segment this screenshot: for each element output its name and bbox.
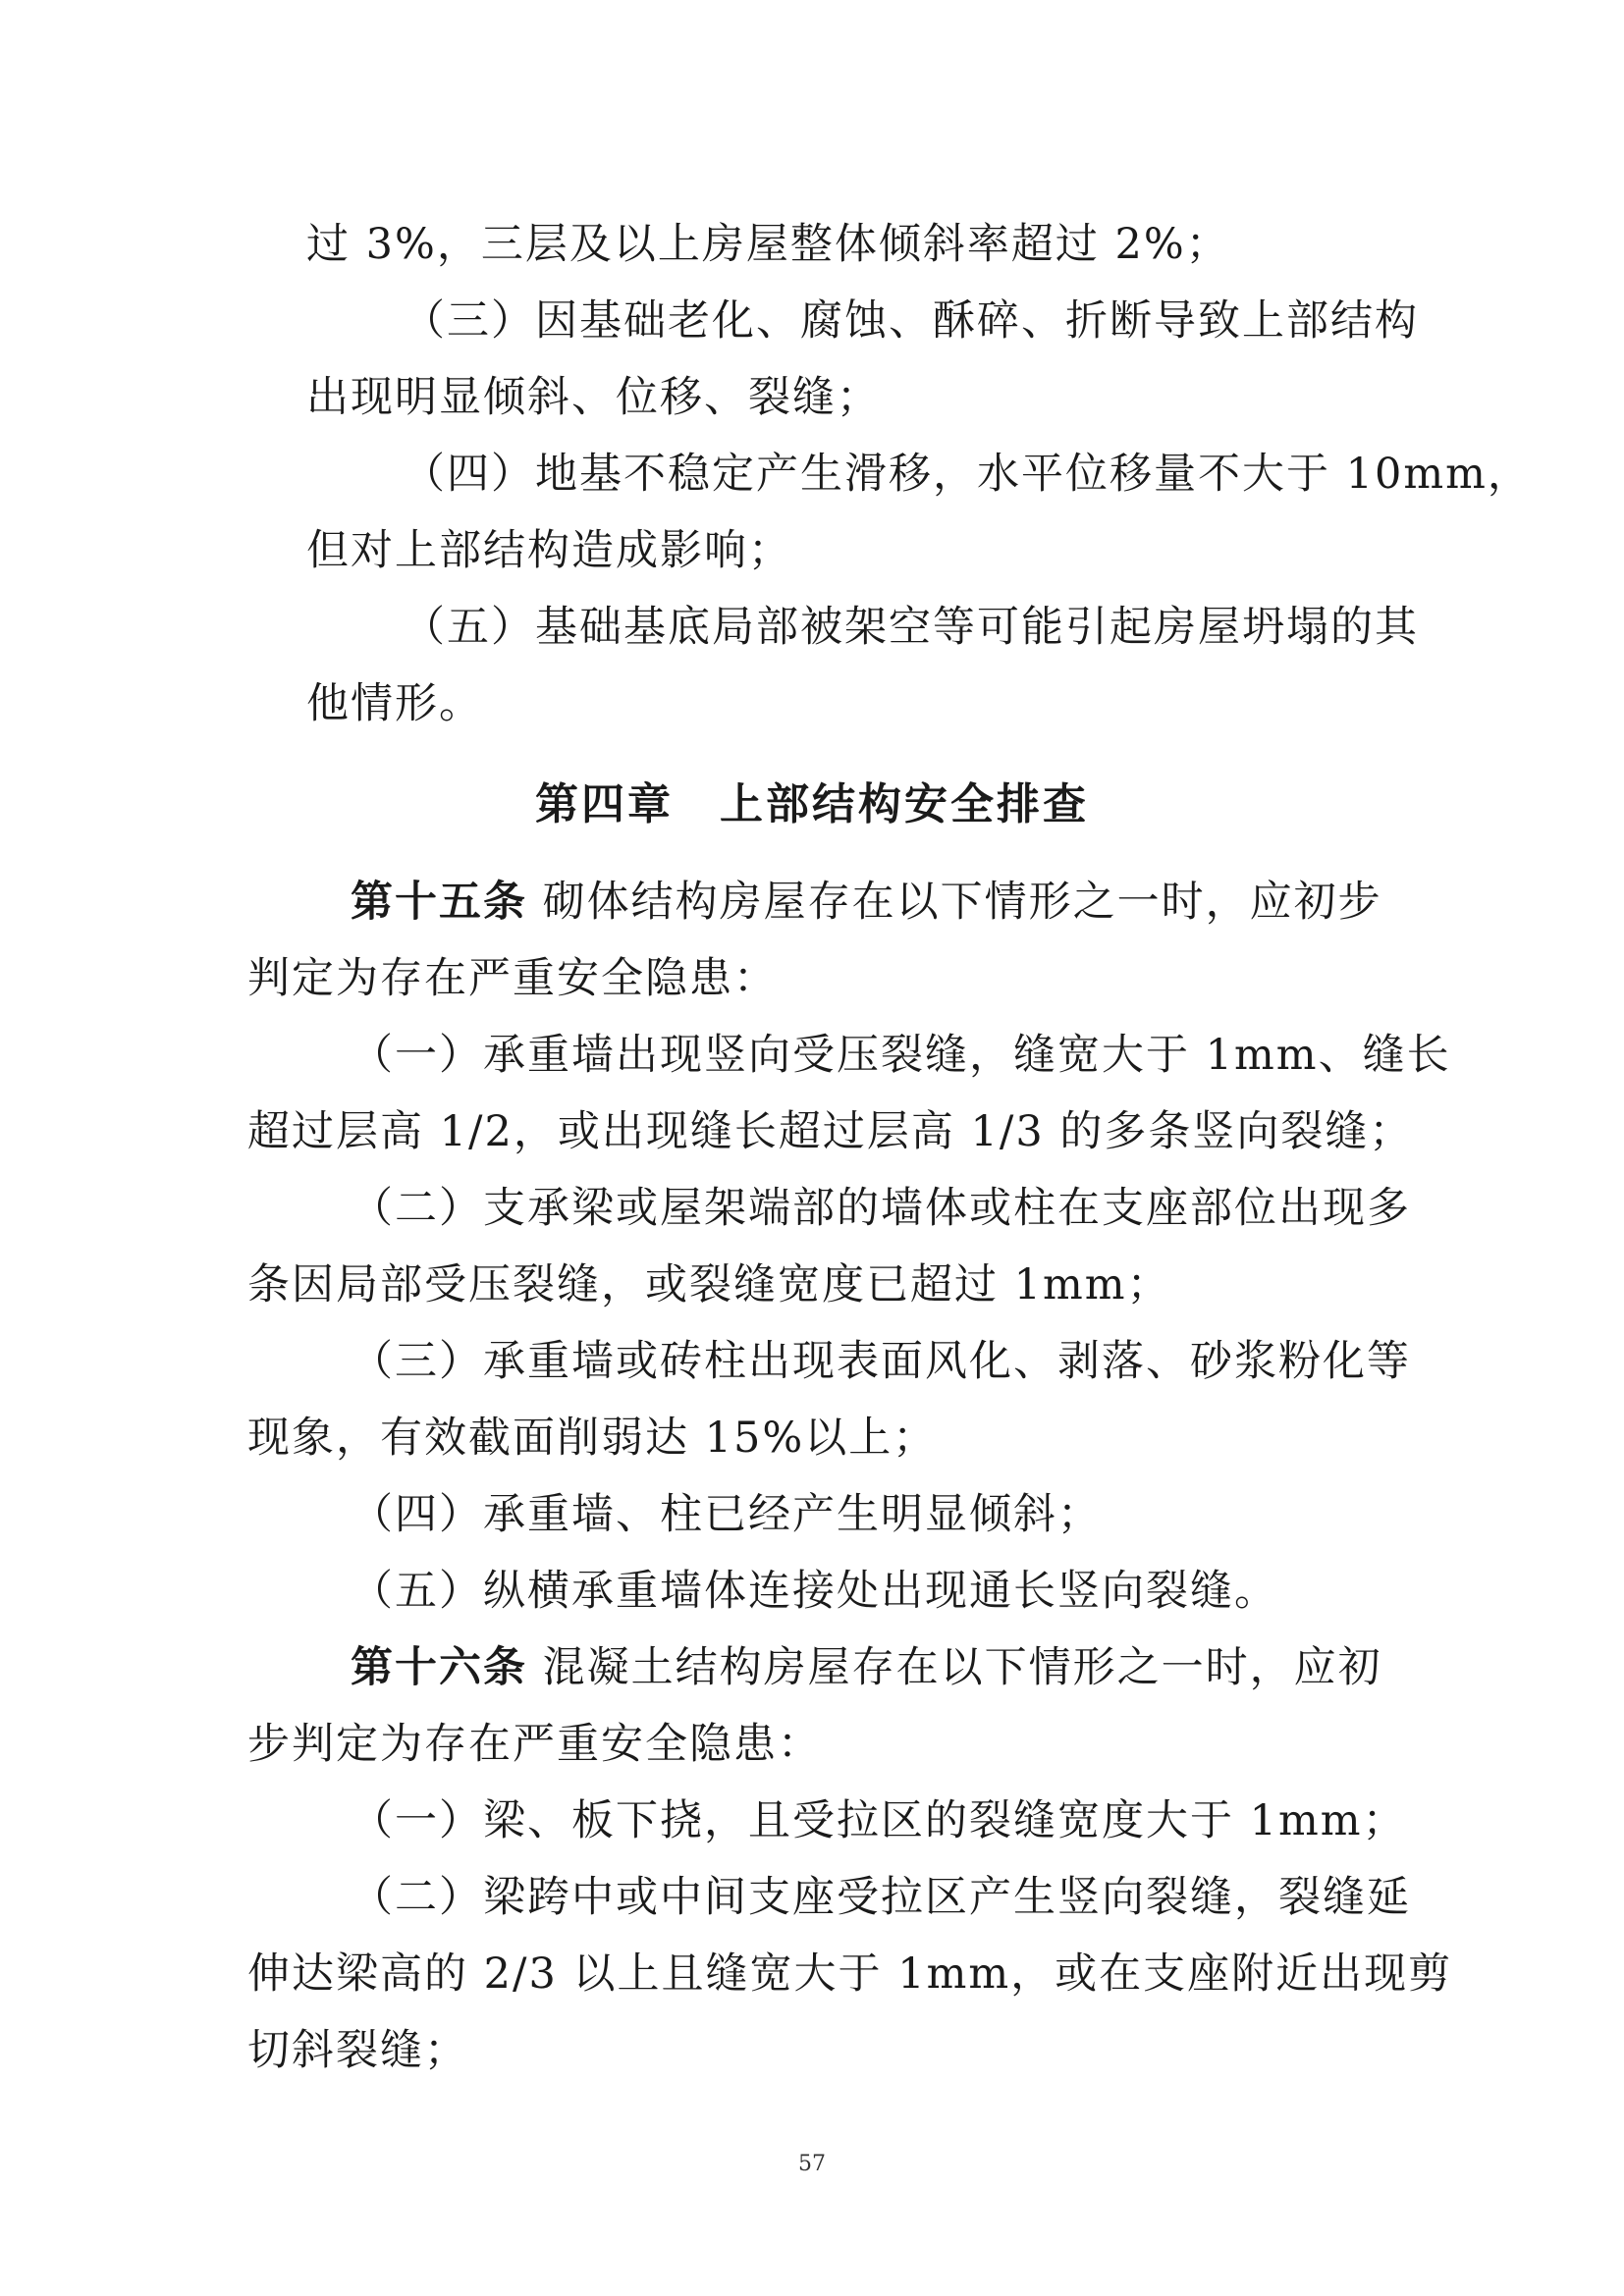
continued-section — [306, 206, 1532, 742]
text-line: 超过层高 1/2，或出现缝长超过层高 1/3 的多条竖向裂缝； — [247, 1107, 1414, 1156]
article-16 — [247, 1629, 1453, 2089]
text-line: （四）承重墙、柱已经产生明显倾斜； — [351, 1490, 1102, 1539]
text-line: 伸达梁高的 2/3 以上且缝宽大于 1mm，或在支座附近出现剪 — [247, 1949, 1453, 1999]
text-line: （五）基础基底局部被架空等可能引起房屋坍塌的其 — [403, 603, 1419, 652]
text-line: 他情形。 — [306, 679, 483, 728]
article-text: 砌体结构房屋存在以下情形之一时，应初步 — [542, 878, 1382, 927]
article-first-line — [247, 864, 1386, 940]
text-line: （二）梁跨中或中间支座受拉区产生竖向裂缝，裂缝延 — [351, 1873, 1411, 1922]
text-line: （四）地基不稳定产生滑移，水平位移量不大于 10mm， — [403, 450, 1532, 499]
article-15 — [247, 864, 1451, 1629]
article-label: 第十五条 — [351, 878, 527, 927]
text-line: （二）支承梁或屋架端部的墙体或柱在支座部位出现多 — [351, 1184, 1411, 1233]
article-label: 第十六条 — [351, 1643, 527, 1692]
text-line: 切斜裂缝； — [247, 2026, 468, 2075]
chapter-heading: 第四章 上部结构安全排查 — [535, 779, 1089, 829]
text-line: 判定为存在严重安全隐患： — [247, 954, 778, 1003]
text-line: 出现明显倾斜、位移、裂缝； — [306, 373, 881, 422]
text-line: （一）承重墙出现竖向受压裂缝，缝宽大于 1mm、缝长 — [351, 1031, 1451, 1080]
article-first-line — [247, 1629, 1386, 1706]
text-line: 但对上部结构造成影响； — [306, 526, 792, 575]
text-line: （三）因基础老化、腐蚀、酥碎、折断导致上部结构 — [403, 296, 1419, 346]
text-line: 步判定为存在严重安全隐患： — [247, 1720, 822, 1769]
page-number: 57 — [798, 2152, 826, 2176]
text-line: 现象，有效截面削弱达 15%以上； — [247, 1414, 938, 1463]
text-line: （一）梁、板下挠，且受拉区的裂缝宽度大于 1mm； — [351, 1796, 1407, 1845]
article-text: 混凝土结构房屋存在以下情形之一时，应初 — [542, 1643, 1382, 1692]
text-line: 条因局部受压裂缝，或裂缝宽度已超过 1mm； — [247, 1260, 1171, 1309]
text-line: 过 3%，三层及以上房屋整体倾斜率超过 2%； — [306, 220, 1230, 269]
text-line: （五）纵横承重墙体连接处出现通长竖向裂缝。 — [351, 1567, 1278, 1616]
text-line: （三）承重墙或砖柱出现表面风化、剥落、砂浆粉化等 — [351, 1337, 1411, 1386]
